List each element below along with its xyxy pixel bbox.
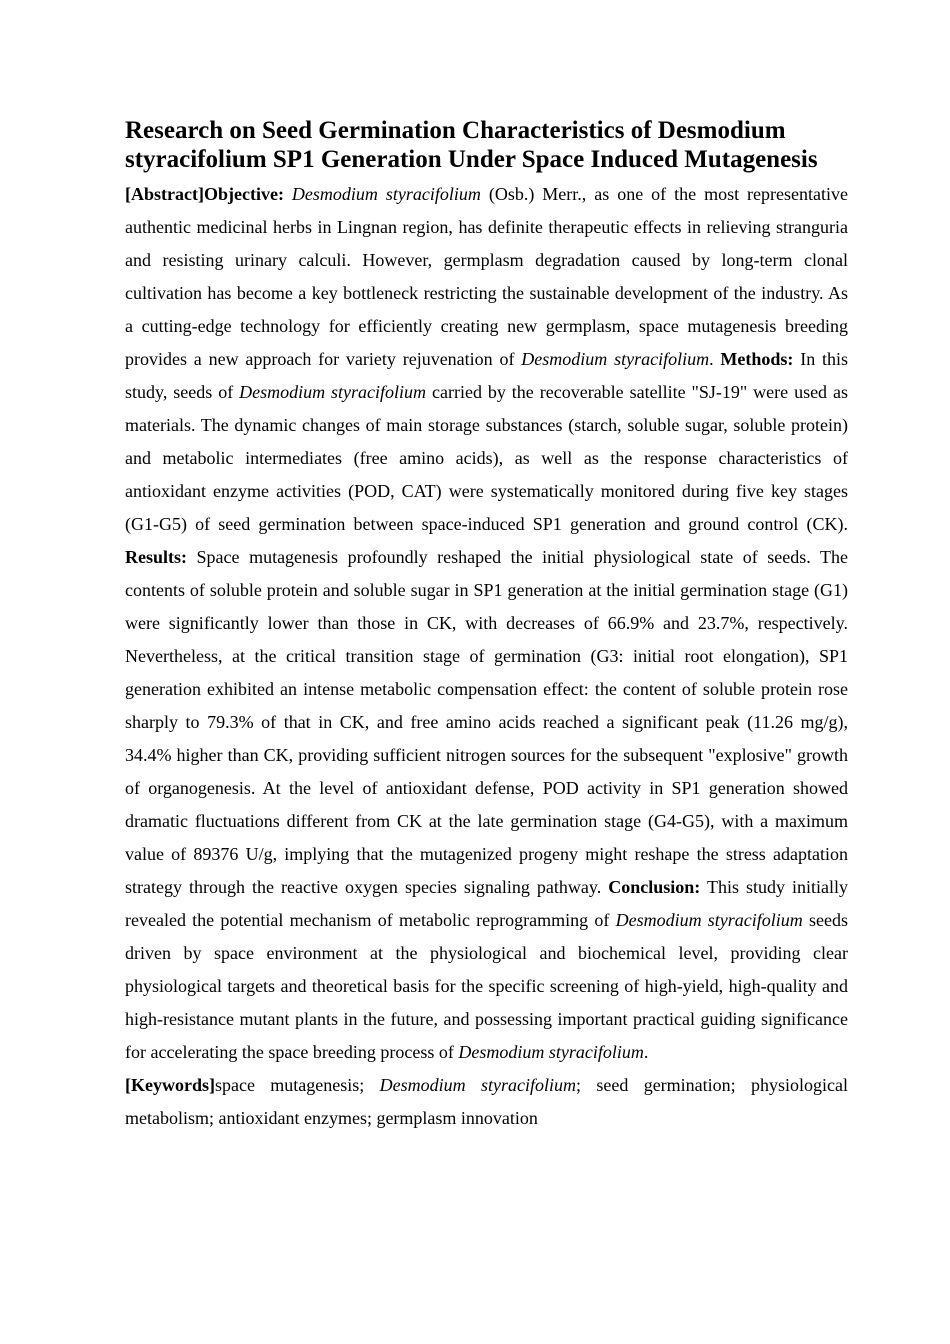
species-name: Desmodium styracifolium <box>615 910 803 930</box>
species-name: Desmodium styracifolium <box>521 349 710 369</box>
keywords-text: space mutagenesis; <box>214 1075 380 1095</box>
conclusion-text: This study initially revealed the potential mechanism of metabolic reprogramming of <box>125 877 848 930</box>
abstract-label: [Abstract]Objective: <box>125 184 284 204</box>
methods-text: In this study, seeds of <box>125 349 848 402</box>
keywords-text: ; seed germination; physiological metabolism; antioxidant enzymes; germplasm innovation <box>125 1075 849 1128</box>
methods-label: Methods: <box>720 349 794 369</box>
conclusion-label: Conclusion: <box>608 877 701 897</box>
species-name: Desmodium styracifolium <box>239 382 427 402</box>
abstract-paragraph <box>125 178 848 1069</box>
species-name: Desmodium styracifolium <box>291 184 481 204</box>
methods-text: carried by the recoverable satellite "SJ-19" were used as materials. The dynamic changes of main storage substances (starch, soluble sugar, soluble protein) and metabolic intermediates (free amino acids), as well as the response characteristics of antioxidant enzyme activities (POD, CAT) were systematically monitored during five key stages (G1-G5) of seed germination between space-induced SP1 generation and ground control (CK). <box>125 382 848 534</box>
results-label: Results: <box>125 547 187 567</box>
conclusion-end: . <box>643 1042 649 1062</box>
results-text: Space mutagenesis profoundly reshaped the initial physiological state of seeds. The contents of soluble protein and soluble sugar in SP1 generation at the initial germination stage (G1) were significantly lower than those in CK, with decreases of 66.9% and 23.7%, respectively. Nevertheless, at the critical transition stage of germination (G3: initial root elongation), SP1 generation exhibited an intense metabolic compensation effect: the content of soluble protein rose sharply to 79.3% of that in CK, and free amino acids reached a significant peak (11.26 mg/g), 34.4% higher than CK, providing sufficient nitrogen sources for the subsequent "explosive" growth of organogenesis. At the level of antioxidant defense, POD activity in SP1 generation showed dramatic fluctuations different from CK at the late germination stage (G4-G5), with a maximum value of 89376 U/g, implying that the mutagenized progeny might reshape the stress adaptation strategy through the reactive oxygen species signaling pathway. <box>125 547 848 897</box>
paper-page <box>125 116 848 1135</box>
title-line-1: Research on Seed Germination Characteristics of Desmodium <box>125 117 786 144</box>
keywords-paragraph <box>125 1069 848 1135</box>
species-name: Desmodium styracifolium <box>458 1042 644 1062</box>
conclusion-text: seeds driven by space environment at the physiological and biochemical level, providing clear physiological targets and theoretical basis for the specific screening of high-yield, high-quality and high-resistance mutant plants in the future, and possessing important practical guiding significance for accelerating the space breeding process of <box>125 910 848 1062</box>
objective-end: . <box>709 349 721 369</box>
species-name: Desmodium styracifolium <box>379 1075 576 1095</box>
paper-title <box>125 116 848 174</box>
keywords-label: [Keywords] <box>125 1075 215 1095</box>
title-line-2: styracifolium SP1 Generation Under Space Induced Mutagenesis <box>125 146 818 173</box>
objective-text: (Osb.) Merr., as one of the most representative authentic medicinal herbs in Lingnan region, has definite therapeutic effects in relieving stranguria and resisting urinary calculi. However, germplasm degradation caused by long-term clonal cultivation has become a key bottleneck restricting the sustainable development of the industry. As a cutting-edge technology for efficiently creating new germplasm, space mutagenesis breeding provides a new approach for variety rejuvenation of <box>125 184 848 369</box>
